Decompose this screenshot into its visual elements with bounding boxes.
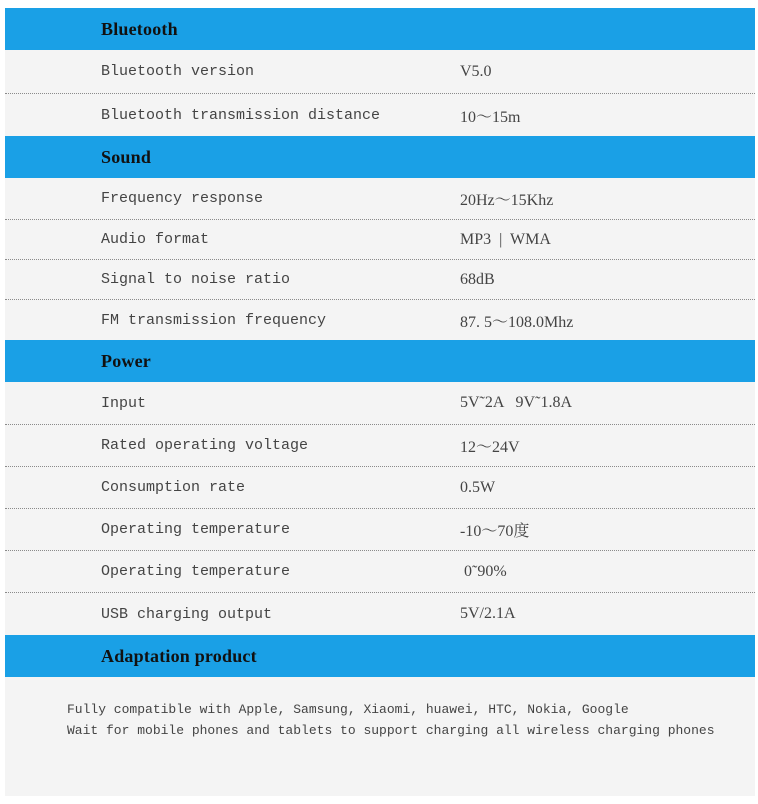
spec-label: FM transmission frequency [101, 311, 327, 329]
spec-row-operating-temperature [5, 509, 755, 551]
spec-value: 68dB [460, 270, 495, 288]
spec-value: 10～15m [460, 108, 521, 126]
description-line: Fully compatible with Apple, Samsung, Xiaomi, huawei, HTC, Nokia, Google [67, 702, 629, 717]
spec-row-operating-humidity [5, 551, 755, 593]
spec-label: Operating temperature [101, 563, 291, 580]
spec-sheet [5, 8, 755, 796]
spec-value: 12～24V [460, 439, 520, 456]
spec-label: Bluetooth version [101, 63, 255, 80]
spec-label: USB charging output [101, 605, 273, 623]
spec-row-fm-frequency [5, 300, 755, 340]
spec-label: Rated operating voltage [101, 437, 309, 454]
spec-label: Audio format [101, 231, 210, 248]
section-header-bluetooth [5, 8, 755, 50]
spec-row-rated-voltage [5, 425, 755, 467]
section-title: Adaptation product [101, 645, 257, 666]
spec-value: 87. 5～108.0Mhz [460, 313, 574, 331]
spec-label: Frequency response [101, 190, 264, 207]
section-header-sound [5, 136, 755, 178]
section-title: Bluetooth [101, 18, 178, 39]
spec-value: 0.5W [460, 478, 496, 496]
spec-row-input [5, 382, 755, 425]
adaptation-description [5, 677, 755, 741]
spec-row-consumption [5, 467, 755, 509]
spec-value: 0˜90% [460, 562, 507, 580]
spec-row-snr [5, 260, 755, 300]
spec-value: 5V/2.1A [460, 605, 516, 622]
section-title: Power [101, 350, 151, 371]
spec-label: Signal to noise ratio [101, 271, 291, 288]
spec-label: Bluetooth transmission distance [101, 106, 381, 124]
spec-value: -10～70度 [460, 523, 530, 540]
spec-label: Input [101, 394, 147, 412]
spec-row-bluetooth-distance [5, 94, 755, 136]
spec-value: MP3 | WMA [460, 230, 551, 248]
spec-value: 20Hz～15Khz [460, 192, 554, 209]
spec-label: Operating temperature [101, 521, 291, 538]
spec-row-frequency-response [5, 178, 755, 220]
section-header-power [5, 340, 755, 382]
spec-row-bluetooth-version [5, 50, 755, 94]
spec-row-usb-output [5, 593, 755, 635]
spec-row-audio-format [5, 220, 755, 260]
spec-value: V5.0 [460, 62, 492, 80]
spec-value: 5V˜2A 9V˜1.8A [460, 394, 572, 411]
spec-label: Consumption rate [101, 479, 246, 496]
description-line: Wait for mobile phones and tablets to support charging all wireless charging phones [67, 723, 715, 738]
section-header-adaptation [5, 635, 755, 677]
section-title: Sound [101, 146, 152, 167]
